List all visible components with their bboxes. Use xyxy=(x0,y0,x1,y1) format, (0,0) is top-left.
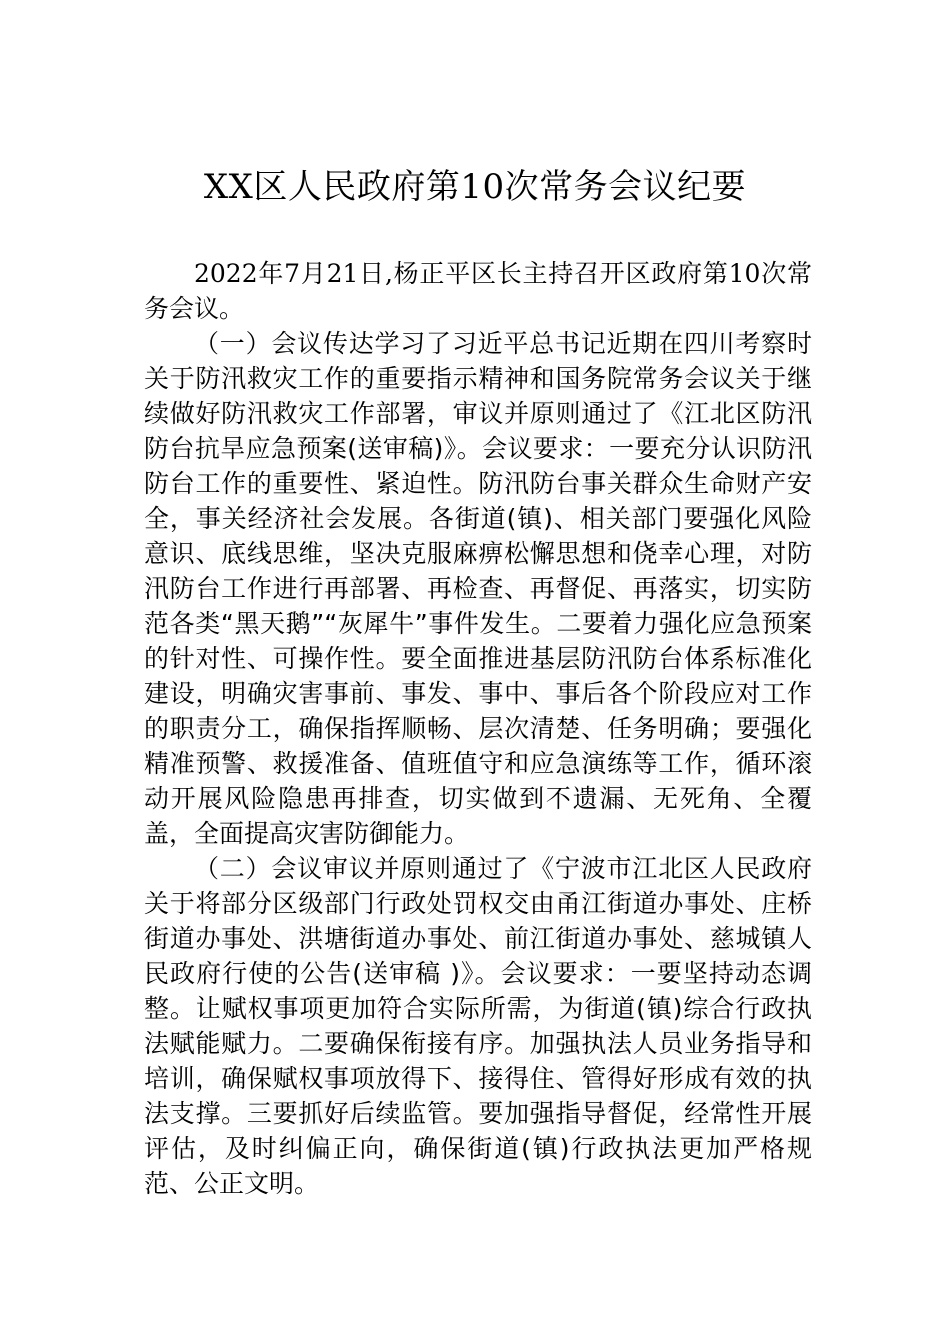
document-title: XX区人民政府第10次常务会议纪要 xyxy=(203,167,747,207)
paragraph-meeting-intro: 2022年7月21日,杨正平区长主持召开区政府第10次常务会议。 xyxy=(144,259,812,323)
document-body xyxy=(144,256,812,1201)
paragraph-item-one: （一）会议传达学习了习近平总书记近期在四川考察时关于防汛救灾工作的重要指示精神和国务院常务会议关于继续做好防汛救灾工作部署，审议并原则通过了《江北区防汛防台抗旱应急预案(送审稿)》。会议要求：一要充分认识防汛防台工作的重要性、紧迫性。防汛防台事关群众生命财产安全，事关经济社会发展。各街道(镇)、相关部门要强化风险意识、底线思维，坚决克服麻痹松懈思想和侥幸心理，对防汛防台工作进行再部署、再检查、再督促、再落实，切实防范各类“黑天鹅”“灰犀牛”事件发生。二要着力强化应急预案的针对性、可操作性。要全面推进基层防汛防台体系标准化建设，明确灾害事前、事发、事中、事后各个阶段应对工作的职责分工，确保指挥顺畅、层次清楚、任务明确；要强化精准预警、救援准备、值班值守和应急演练等工作，循环滚动开展风险隐患再排查，切实做到不遗漏、无死角、全覆盖，全面提高灾害防御能力。 xyxy=(144,329,812,848)
paragraph-item-two: （二）会议审议并原则通过了《宁波市江北区人民政府关于将部分区级部门行政处罚权交由甬江街道办事处、庄桥街道办事处、洪塘街道办事处、前江街道办事处、慈城镇人民政府行使的公告(送审稿 )》。会议要求：一要坚持动态调整。让赋权事项更加符合实际所需，为街道(镇)综合行政执法赋能赋力。二要确保衔接有序。加强执法人员业务指导和培训，确保赋权事项放得下、接得住、管得好形成有效的执法支撑。三要抓好后续监管。要加强指导督促，经常性开展评估，及时纠偏正向，确保街道(镇)行政执法更加严格规范、公正文明。 xyxy=(144,854,812,1198)
